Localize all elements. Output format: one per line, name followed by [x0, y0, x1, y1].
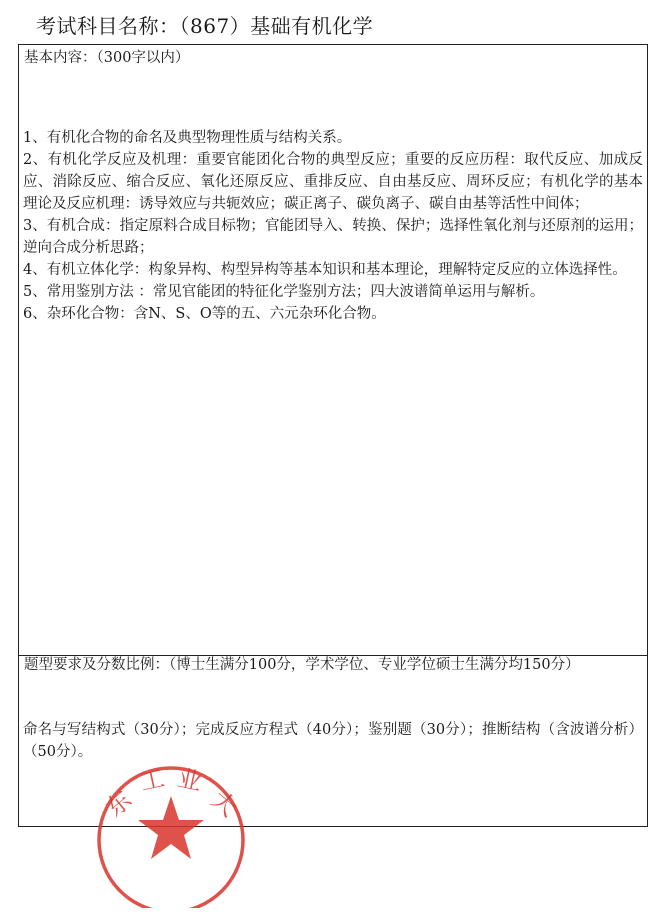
exam-subject-title: 考试科目名称：（867）基础有机化学	[36, 14, 374, 38]
content-table	[18, 44, 648, 827]
list-item: 5、常用鉴别方法 ：常见官能团的特征化学鉴别方法；四大波谱简单运用与解析。	[23, 284, 545, 300]
basic-content-section	[19, 45, 647, 656]
scoring-body: 命名与写结构式（30分）；完成反应方程式（40分）；鉴别题（30分）；推断结构（含波谱分析）（50分）。	[23, 722, 643, 760]
list-item: 4、有机立体化学：构象异构、构型异构等基本知识和基本理论，理解特定反应的立体选择性。	[23, 262, 627, 278]
basic-content-heading: 基本内容：（300字以内）	[24, 50, 190, 66]
svg-text:东: 东	[100, 785, 138, 823]
list-item: 3、有机合成：指定原料合成目标物；官能团导入、转换、保护；选择性氧化剂与还原剂的运用；逆向合成分析思路；	[23, 218, 643, 256]
svg-text:大: 大	[205, 785, 243, 823]
scoring-heading: 题型要求及分数比例：（博士生满分100分，学术学位、专业学位硕士生满分均150分）	[24, 657, 580, 673]
list-item: 1、有机化合物的命名及典型物理性质与结构关系。	[23, 130, 352, 146]
svg-text:业: 业	[175, 763, 205, 797]
svg-text:工: 工	[137, 763, 167, 797]
list-item: 6、杂环化合物：含N、S、O等的五、六元杂环化合物。	[23, 306, 386, 322]
list-item: 2、有机化学反应及机理：重要官能团化合物的典型反应；重要的反应历程：取代反应、加成反应、消除反应、缩合反应、氧化还原反应、重排反应、自由基反应、周环反应；有机化学的基本理论及反应机理：诱导效应与共轭效应；碳正离子、碳负离子、碳自由基等活性中间体；	[23, 152, 643, 212]
content-list	[23, 127, 643, 325]
